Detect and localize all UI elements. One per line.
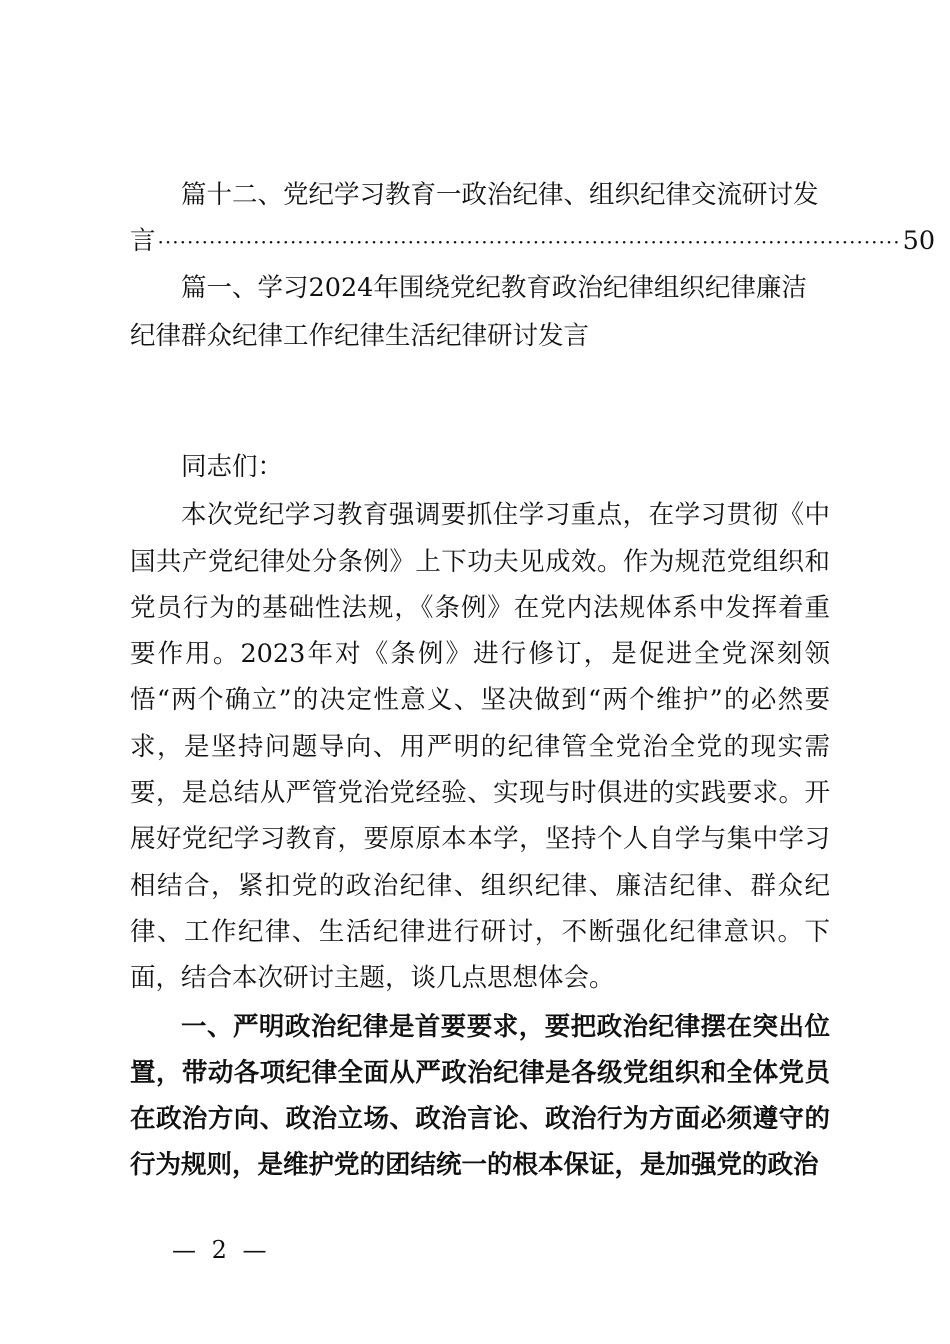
- toc-entry: [130, 172, 936, 265]
- toc-entry-title-end: 言: [130, 226, 156, 256]
- toc-entry-title: 篇十二、党纪学习教育一政治纪律、组织纪律交流研讨发: [181, 180, 819, 210]
- paragraph-intro: 本次党纪学习教育强调要抓住学习重点，在学习贯彻《中国共产党纪律处分条例》上下功夫见成效。作为规范党组织和党员行为的基础性法规，《条例》在党内法规体系中发挥着重要作用。2023年对《条例》进行修订，是促进全党深刻领悟“两个确立”的决定性意义、坚决做到“两个维护”的必然要求，是坚持问题导向、用严明的纪律管全党治全党的现实需要，是总结从严管党治党经验、实现与时俱进的实践要求。开展好党纪学习教育，要原原本本学，坚持个人自学与集中学习相结合，紧扣党的政治纪律、组织纪律、廉洁纪律、群众纪律、工作纪律、生活纪律进行研讨，不断强化纪律意识。下面，结合本次研讨主题，谈几点思想体会。: [130, 500, 830, 994]
- body-text: [130, 444, 830, 1189]
- toc-page-number: 50: [902, 226, 936, 256]
- greeting: 同志们：: [181, 452, 284, 482]
- page-number: — 2 —: [172, 1236, 271, 1264]
- section-title: 篇一、学习2024年围绕党纪教育政治纪律组织纪律廉洁纪律群众纪律工作纪律生活纪律研讨发言: [130, 273, 807, 351]
- paragraph-heading-one: 一、严明政治纪律是首要要求，要把政治纪律摆在突出位置，带动各项纪律全面从严政治纪律是各级党组织和全体党员在政治方向、政治立场、政治言论、政治行为方面必须遵守的行为规则，是维护党的团结统一的根本保证，是加强党的政治: [130, 1011, 830, 1181]
- toc-entry-line2: [130, 218, 936, 265]
- toc-leader-dots: ·····································································································: [157, 230, 901, 254]
